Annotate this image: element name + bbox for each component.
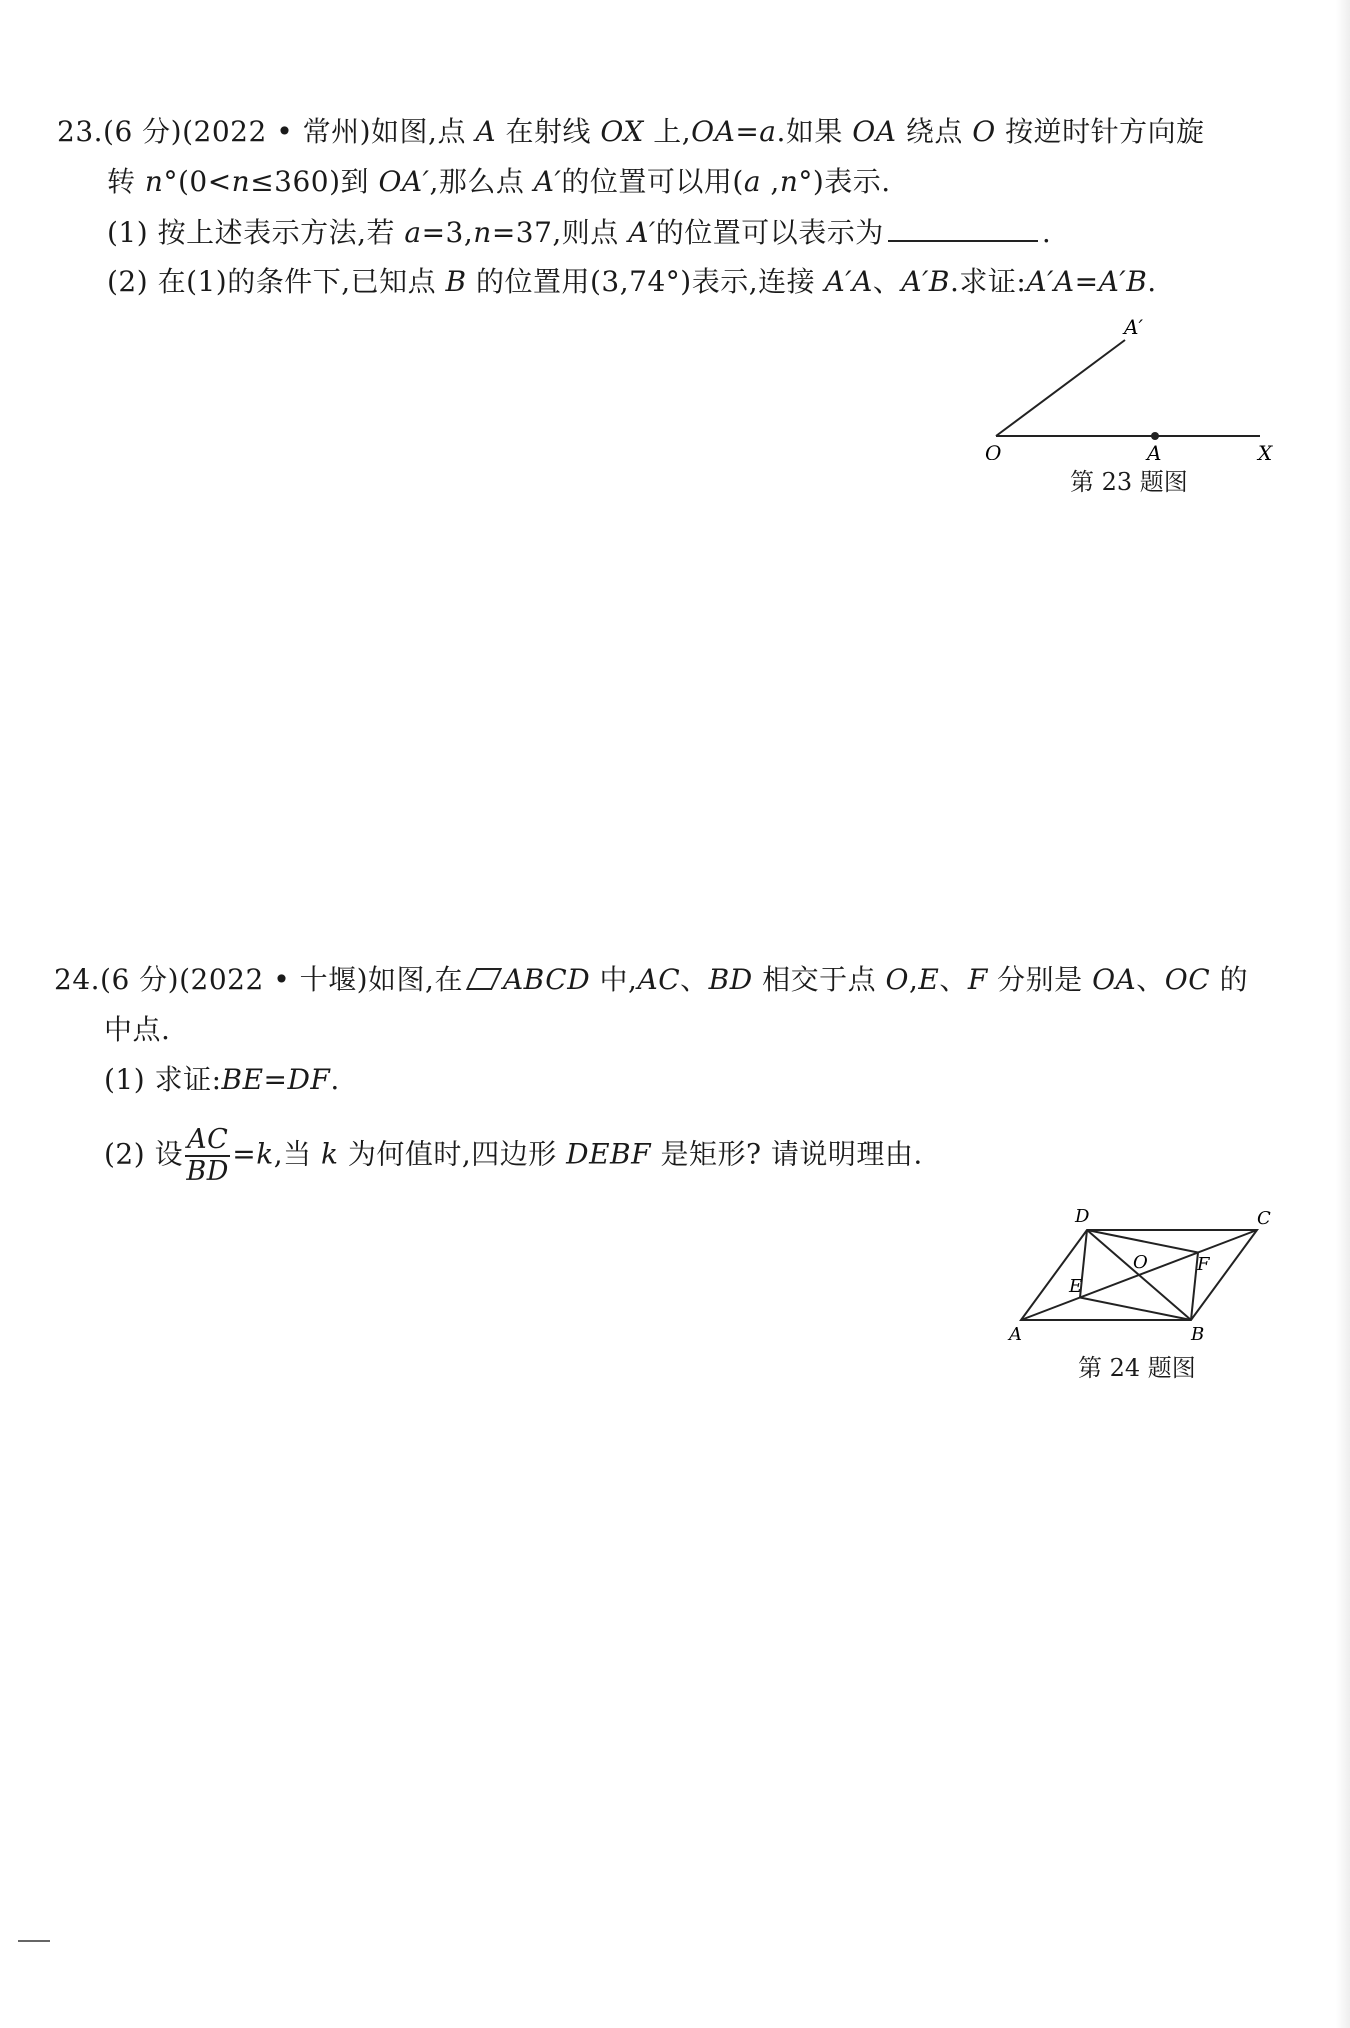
point-a	[1151, 432, 1159, 440]
q23-number: 23.	[57, 115, 104, 148]
q24-source: (2022 • 十堰)	[179, 963, 369, 996]
label-d: D	[1075, 1206, 1090, 1227]
footer-dash	[18, 1940, 50, 1942]
segment-eb	[1080, 1298, 1191, 1321]
label-o: O	[985, 441, 1002, 460]
diagonal-bd	[1087, 1230, 1191, 1320]
scan-edge	[1336, 0, 1350, 2028]
q24-part1: (1) 求证:BE=DF.	[104, 1063, 340, 1096]
label-a-prime: A′	[1124, 315, 1143, 339]
q24-score: (6 分)	[100, 963, 180, 996]
label-f: F	[1197, 1254, 1210, 1275]
q23-line1: 23.(6 分)(2022 • 常州)如图,点 A 在射线 OX 上,OA=a.如果 OA 绕点 O 按逆时针方向旋	[57, 115, 1205, 148]
q24-number: 24.	[54, 963, 101, 996]
segment-oa-prime	[996, 340, 1125, 436]
q23-answer-blank[interactable]	[888, 212, 1038, 242]
q23-figure-caption: 第 23 题图	[1070, 468, 1188, 496]
q23-figure	[960, 310, 1290, 460]
label-a: A	[1009, 1324, 1022, 1345]
label-x: X	[1258, 441, 1273, 460]
q24-line1: 24.(6 分)(2022 • 十堰)如图,在 ABCD 中,AC、BD 相交于点 O,E、F 分别是 OA、OC 的	[54, 963, 1249, 996]
q23-source: (2022 • 常州)	[182, 115, 372, 148]
q23-line2: 转 n°(0<n≤360)到 OA′,那么点 A′的位置可以用(a ,n°)表示.	[107, 165, 891, 198]
label-b: B	[1191, 1324, 1205, 1345]
q24-figure	[1005, 1200, 1295, 1350]
q24-figure-caption: 第 24 题图	[1078, 1354, 1196, 1382]
parallelogram-symbol	[466, 968, 502, 990]
q23-part2: (2) 在(1)的条件下,已知点 B 的位置用(3,74°)表示,连接 A′A、A′B.求证:A′A=A′B.	[107, 265, 1157, 298]
label-a: A	[1147, 441, 1162, 460]
label-e: E	[1069, 1276, 1083, 1297]
q23-part1: (1) 按上述表示方法,若 a=3,n=37,则点 A′的位置可以表示为 .	[107, 212, 1051, 253]
q24-line2: 中点.	[104, 1013, 171, 1046]
label-c: C	[1257, 1208, 1271, 1229]
q24-part2: (2) 设 $\frac{AC}{BD}$ =k,当 k 为何值时,四边形 DEBF 是矩形? 请说明理由.	[104, 1124, 923, 1187]
q23-score: (6 分)	[103, 115, 183, 148]
fraction-ac-bd: $\frac{AC}{BD}$	[186, 1124, 229, 1187]
segment-fd	[1087, 1230, 1198, 1253]
label-o: O	[1133, 1252, 1148, 1273]
